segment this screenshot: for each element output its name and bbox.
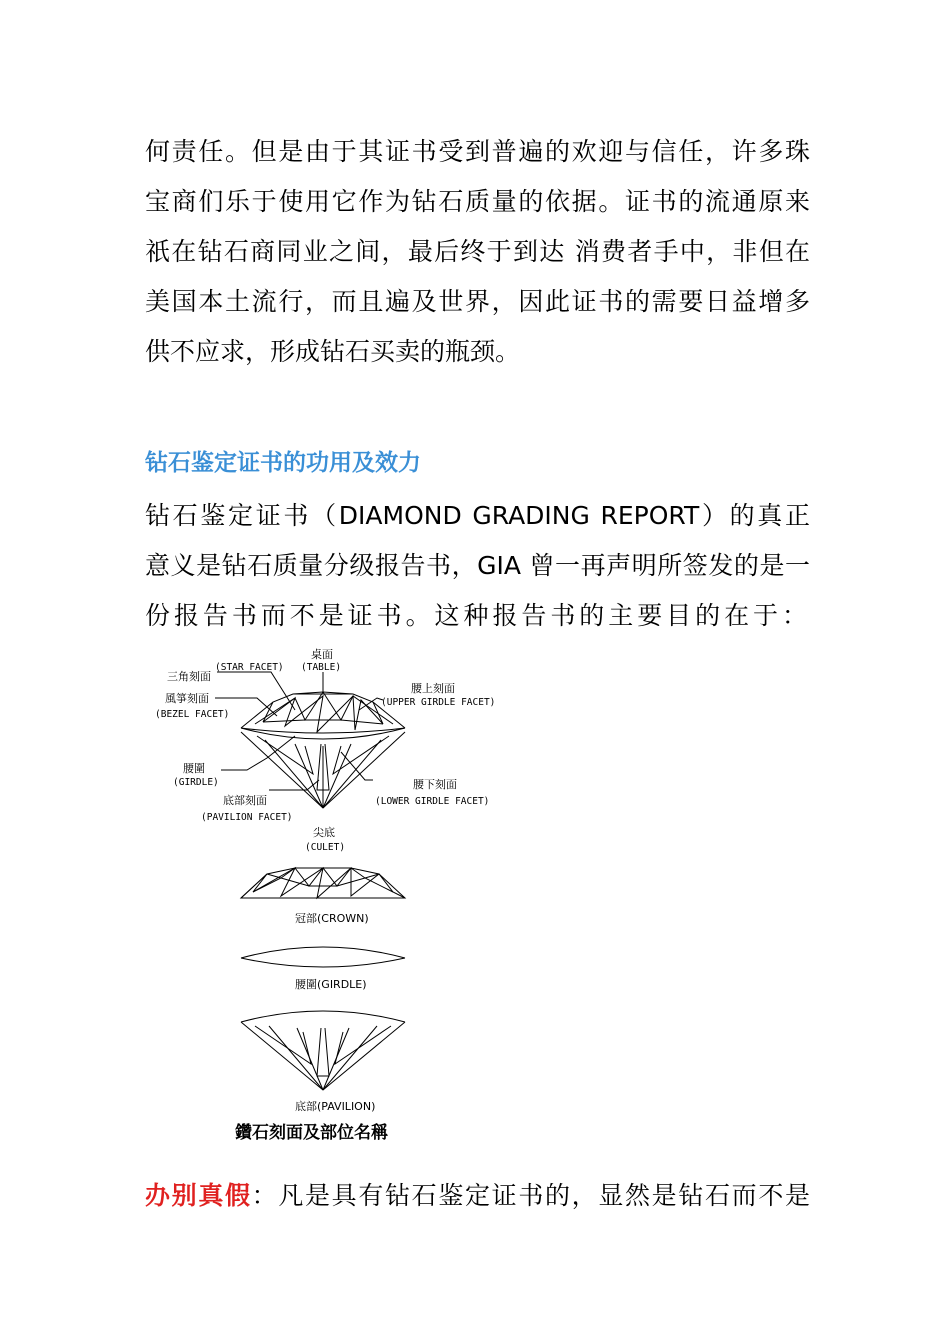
paragraph2-line-1: 钻石鉴定证书（DIAMOND GRADING REPORT）的真正 — [145, 501, 810, 530]
label-pavilion-facet-zh: 底部刻面 — [223, 794, 267, 807]
paragraph1-line-2: 宝商们乐于使用它作为钻石质量的依据。证书的流通原来 — [145, 187, 810, 216]
label-leaders — [215, 672, 383, 790]
diamond-facets-figure — [145, 640, 503, 1148]
figure-caption: 鑽石刻面及部位名稱 — [235, 1123, 388, 1143]
pavilion-drawing — [241, 1011, 405, 1090]
diamond-diagram — [145, 640, 503, 1148]
label-lower-girdle-en: (LOWER GIRDLE FACET) — [375, 796, 490, 807]
label-culet-zh: 尖底 — [313, 826, 335, 839]
label-girdle-zh: 腰圍 — [183, 762, 205, 775]
paragraph2-line-3: 份报告书而不是证书。这种报告书的主要目的在于： — [145, 601, 810, 630]
label-table-en: (TABLE) — [301, 662, 342, 673]
brilliant-diamond-drawing — [241, 692, 405, 808]
label-girdle-part: 腰圍(GIRDLE) — [295, 978, 367, 991]
paragraph2-line-2: 意义是钻石质量分级报告书，GIA 曾一再声明所签发的是一 — [145, 551, 810, 580]
label-crown: 冠部(CROWN) — [295, 912, 369, 925]
paragraph1-line-3: 祇在钻石商同业之间，最后终于到达 消费者手中，非但在 — [145, 237, 810, 266]
crown-drawing — [241, 868, 405, 898]
paragraph1-line-4: 美国本土流行，而且遍及世界，因此证书的需要日益增多 — [145, 287, 810, 316]
paragraph1-line-1: 何责任。但是由于其证书受到普遍的欢迎与信任，许多珠 — [145, 137, 810, 166]
label-pavilion-facet-en: (PAVILION FACET) — [201, 812, 293, 823]
paragraph3-line-1 — [145, 1181, 810, 1211]
label-upper-girdle-zh: 腰上刻面 — [411, 682, 455, 695]
label-culet-en: (CULET) — [305, 842, 346, 853]
paragraph3-text: ：凡是具有钻石鉴定证书的，显然是钻石而不是 — [251, 1181, 810, 1210]
label-upper-girdle-en: (UPPER GIRDLE FACET) — [381, 697, 496, 708]
section-heading: 钻石鉴定证书的功用及效力 — [145, 450, 421, 476]
label-girdle-en: (GIRDLE) — [173, 777, 219, 788]
label-lower-girdle-zh: 腰下刻面 — [413, 778, 457, 791]
label-bezel-en: (BEZEL FACET) — [155, 709, 230, 720]
paragraph1-line-5: 供不应求，形成钻石买卖的瓶颈。 — [145, 337, 521, 366]
girdle-drawing — [241, 947, 405, 967]
label-star-en: (STAR FACET) — [215, 662, 284, 673]
highlight-authenticity: 办别真假 — [145, 1181, 252, 1210]
label-bezel-zh: 風箏刻面 — [165, 692, 209, 705]
label-pavilion: 底部(PAVILION) — [295, 1100, 376, 1113]
label-star-zh: 三角刻面 — [167, 670, 211, 683]
label-table-zh: 桌面 — [311, 648, 333, 661]
